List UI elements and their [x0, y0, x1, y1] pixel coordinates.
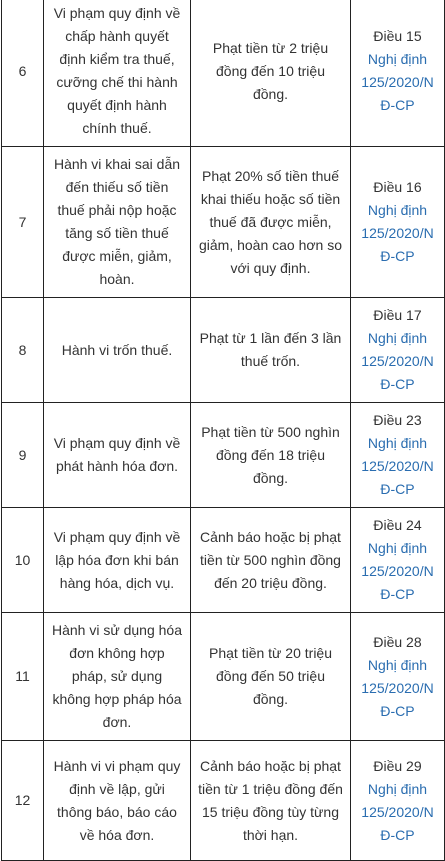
decree-link[interactable]: Nghị định 125/2020/NĐ-CP [361, 330, 434, 392]
penalty-cell: Phạt từ 1 lần đến 3 lần thuế trốn. [191, 298, 351, 403]
violation-cell: Hành vi khai sai dẫn đến thiếu số tiền thuế phải nộp hoặc tăng số tiền thuế được miễn, giảm, hoàn. [44, 147, 191, 298]
table-row [2, 0, 445, 147]
penalty-cell: Phạt tiền từ 500 nghìn đồng đến 18 triệu đồng. [191, 403, 351, 508]
article-text: Điều 15 [373, 28, 422, 44]
row-number: 12 [2, 741, 44, 861]
legal-basis-cell [351, 613, 445, 741]
penalty-cell: Cảnh báo hoặc bị phạt tiền từ 500 nghìn đồng đến 20 triệu đồng. [191, 508, 351, 613]
decree-link[interactable]: Nghị định 125/2020/NĐ-CP [361, 435, 434, 497]
penalty-cell: Cảnh báo hoặc bị phạt tiền từ 1 triệu đồng đến 15 triệu đồng tùy từng thời hạn. [191, 741, 351, 861]
table-row [2, 147, 445, 298]
violation-cell: Vi phạm quy định về chấp hành quyết định kiểm tra thuế, cưỡng chế thi hành quyết định hành chính thuế. [44, 0, 191, 147]
decree-link[interactable]: Nghị định 125/2020/NĐ-CP [361, 51, 434, 113]
row-number: 11 [2, 613, 44, 741]
decree-link[interactable]: Nghị định 125/2020/NĐ-CP [361, 780, 434, 843]
penalty-cell: Phạt tiền từ 2 triệu đồng đến 10 triệu đồng. [191, 0, 351, 147]
penalty-cell: Phạt tiền từ 20 triệu đồng đến 50 triệu đồng. [191, 613, 351, 741]
violation-cell: Hành vi sử dụng hóa đơn không hợp pháp, sử dụng không hợp pháp hóa đơn. [44, 613, 191, 741]
article-text: Điều 24 [373, 517, 422, 533]
row-number: 6 [2, 0, 44, 147]
row-number: 7 [2, 147, 44, 298]
legal-basis-cell [351, 741, 445, 861]
legal-basis-cell [351, 508, 445, 613]
violation-cell: Vi phạm quy định về phát hành hóa đơn. [44, 403, 191, 508]
violation-cell: Hành vi vi phạm quy định về lập, gửi thông báo, báo cáo về hóa đơn. [44, 741, 191, 861]
row-number: 10 [2, 508, 44, 613]
table-row [2, 508, 445, 613]
violation-cell: Vi phạm quy định về lập hóa đơn khi bán hàng hóa, dịch vụ. [44, 508, 191, 613]
decree-link[interactable]: Nghị định 125/2020/NĐ-CP [361, 656, 434, 719]
decree-link[interactable]: Nghị định 125/2020/NĐ-CP [361, 202, 434, 264]
legal-basis-cell [351, 298, 445, 403]
article-text: Điều 23 [373, 412, 422, 428]
table-row [2, 403, 445, 508]
table-row [2, 741, 445, 861]
legal-basis-cell [351, 403, 445, 508]
article-text: Điều 29 [373, 757, 422, 774]
legal-basis-cell [351, 147, 445, 298]
table-row [2, 298, 445, 403]
decree-link[interactable]: Nghị định 125/2020/NĐ-CP [361, 540, 434, 602]
violation-cell: Hành vi trốn thuế. [44, 298, 191, 403]
table-row [2, 613, 445, 741]
penalty-cell: Phạt 20% số tiền thuế khai thiếu hoặc số tiền thuế đã được miễn, giảm, hoàn cao hơn so với quy định. [191, 147, 351, 298]
article-text: Điều 16 [373, 179, 422, 195]
article-text: Điều 17 [373, 307, 422, 323]
legal-basis-cell [351, 0, 445, 147]
row-number: 8 [2, 298, 44, 403]
article-text: Điều 28 [373, 633, 422, 650]
penalty-table [1, 0, 445, 861]
row-number: 9 [2, 403, 44, 508]
